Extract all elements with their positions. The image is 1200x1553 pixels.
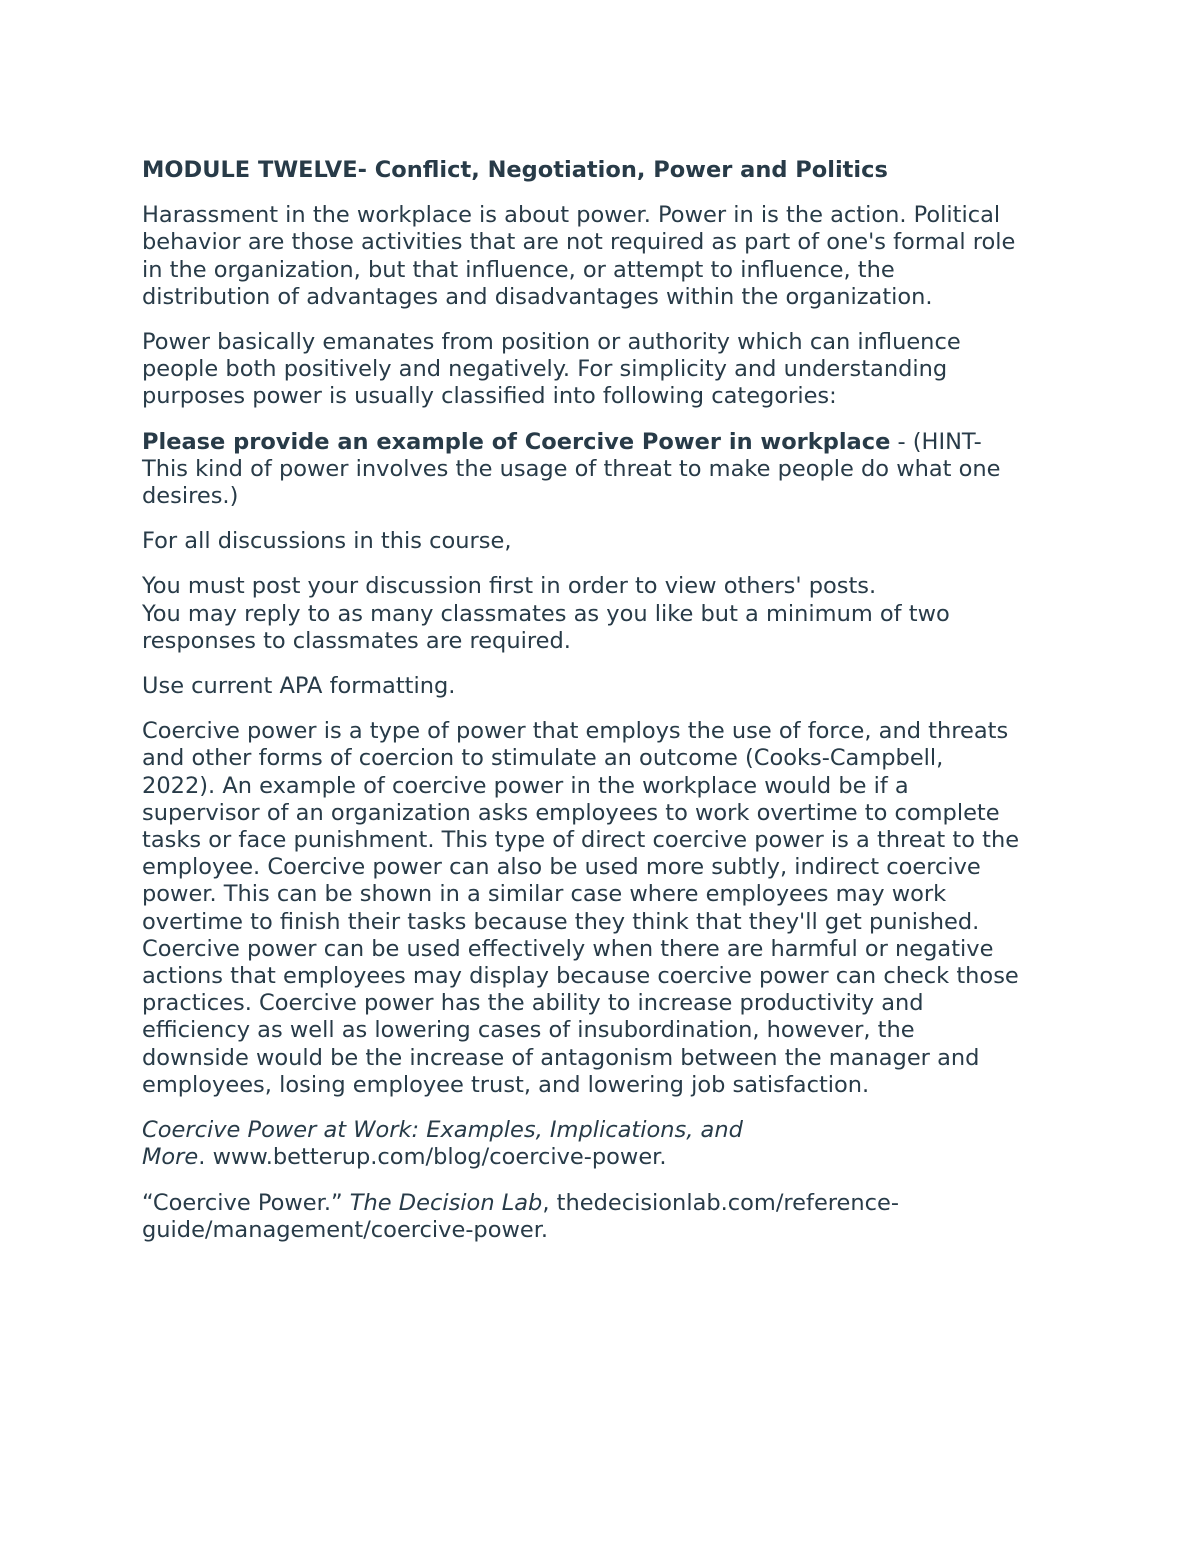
text-line: Power basically emanates from position or authority which can influence: [142, 329, 961, 356]
text-line: You must post your discussion first in order to view others' posts.: [142, 573, 877, 600]
prompt-first-line: [142, 429, 1072, 456]
reference-line: [142, 1144, 1072, 1171]
text-line: tasks or face punishment. This type of direct coercive power is a threat to the: [142, 827, 1020, 854]
text-line: Coercive power can be used effectively when there are harmful or negative: [142, 935, 994, 962]
text-line: power. This can be shown in a similar case where employees may work: [142, 881, 947, 908]
text-line: actions that employees may display because coercive power can check those: [142, 963, 1019, 990]
text-line: downside would be the increase of antagonism between the manager and: [142, 1044, 980, 1071]
text-line: practices. Coercive power has the ability to increase productivity and: [142, 990, 924, 1017]
reference-1: [142, 1117, 1072, 1171]
document-page: [142, 157, 1072, 1262]
text-line: Harassment in the workplace is about power. Power in is the action. Political: [142, 202, 1001, 229]
text-line: behavior are those activities that are not required as part of one's formal role: [142, 229, 1016, 256]
text-line: people both positively and negatively. For simplicity and understanding: [142, 356, 948, 383]
answer-paragraph: [142, 718, 1072, 1099]
prompt-bold-text: Please provide an example of Coercive Power in workplace: [142, 428, 891, 455]
text-line: This kind of power involves the usage of threat to make people do what one: [142, 455, 1001, 482]
reference-source: The Decision Lab: [349, 1189, 543, 1216]
intro-paragraph: [142, 202, 1072, 311]
prompt-hint-start: - (HINT-: [890, 428, 982, 455]
text-line: distribution of advantages and disadvantages within the organization.: [142, 283, 933, 310]
text-line: supervisor of an organization asks employees to work overtime to complete: [142, 799, 1000, 826]
text-line: You may reply to as many classmates as you like but a minimum of two: [142, 600, 950, 627]
text-line: employee. Coercive power can also be used more subtly, indirect coercive: [142, 854, 981, 881]
text-line: and other forms of coercion to stimulate an outcome (Cooks-Campbell,: [142, 745, 944, 772]
text-line: Coercive power is a type of power that employs the use of force, and threats: [142, 718, 1009, 745]
power-intro-paragraph: [142, 329, 1072, 411]
text-line: overtime to finish their tasks because they think that they'll get punished.: [142, 908, 980, 935]
reference-url-end: guide/management/coercive-power.: [142, 1216, 549, 1243]
reference-title-end: More: [142, 1144, 199, 1171]
reference-title-line: Coercive Power at Work: Examples, Implications, and: [142, 1117, 743, 1144]
text-line: responses to classmates are required.: [142, 627, 571, 654]
reference-url-start: , thedecisionlab.com/reference-: [542, 1189, 899, 1216]
discussions-intro: For all discussions in this course,: [142, 528, 512, 555]
text-line: 2022). An example of coercive power in the workplace would be if a: [142, 772, 909, 799]
text-line: employees, losing employee trust, and lowering job satisfaction.: [142, 1071, 870, 1098]
text-line: desires.): [142, 483, 239, 510]
text-line: purposes power is usually classified into following categories:: [142, 383, 837, 410]
prompt-paragraph: [142, 429, 1072, 511]
rules-paragraph: [142, 573, 1072, 655]
reference-2: [142, 1190, 1072, 1244]
text-line: in the organization, but that influence, or attempt to influence, the: [142, 256, 895, 283]
page-title: MODULE TWELVE- Conflict, Negotiation, Power and Politics: [142, 157, 888, 183]
reference-prefix: “Coercive Power.”: [142, 1189, 350, 1216]
reference-line: [142, 1190, 1072, 1217]
apa-note: Use current APA formatting.: [142, 673, 456, 700]
text-line: efficiency as well as lowering cases of insubordination, however, the: [142, 1017, 915, 1044]
reference-url: . www.betterup.com/blog/coercive-power.: [198, 1144, 667, 1171]
